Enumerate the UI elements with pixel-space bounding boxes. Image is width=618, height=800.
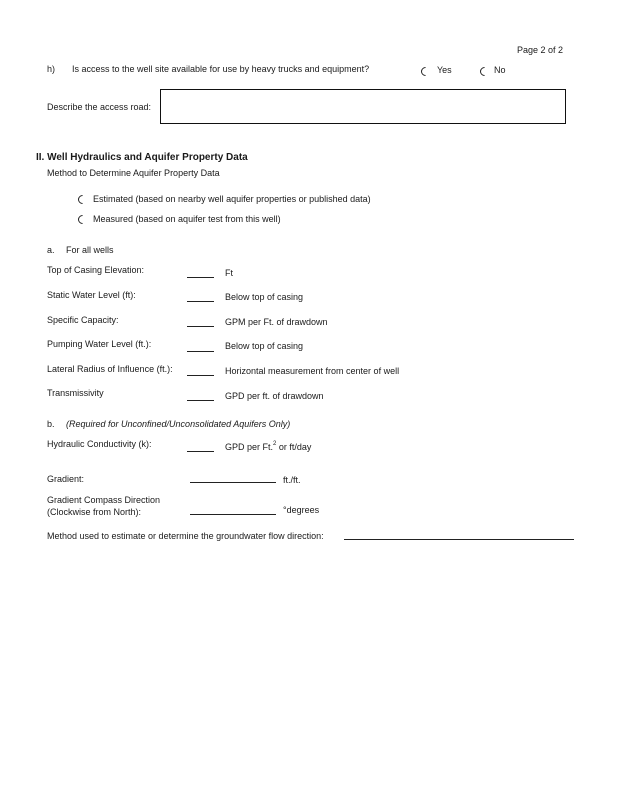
access-road-input[interactable]	[160, 89, 566, 124]
input-hydraulic-conductivity[interactable]	[187, 451, 214, 452]
field-label-static-water: Static Water Level (ft):	[47, 290, 136, 300]
radio-measured[interactable]	[76, 213, 89, 226]
radio-yes-label: Yes	[437, 65, 452, 75]
input-method-flow-direction[interactable]	[344, 539, 574, 540]
radio-yes[interactable]	[419, 65, 432, 78]
part-a-title: For all wells	[66, 245, 114, 255]
radio-no-label: No	[494, 65, 506, 75]
section-subtitle: Method to Determine Aquifer Property Data	[47, 168, 220, 178]
field-label-compass-line2: (Clockwise from North):	[47, 507, 142, 517]
field-label-compass-line1: Gradient Compass Direction	[47, 495, 161, 505]
field-unit-hydraulic-conductivity	[225, 441, 311, 452]
field-label-lateral-radius: Lateral Radius of Influence (ft.):	[47, 364, 173, 374]
field-unit-top-casing: Ft	[225, 268, 233, 278]
radio-estimated[interactable]	[76, 193, 89, 206]
hc-unit-post: or ft/day	[278, 442, 312, 452]
input-transmissivity[interactable]	[187, 400, 214, 401]
hc-unit-sup: 2	[273, 441, 277, 447]
question-text: Is access to the well site available for use by heavy trucks and equipment?	[72, 64, 370, 74]
radio-measured-label: Measured (based on aquifer test from this well)	[93, 214, 281, 224]
input-top-casing[interactable]	[187, 277, 214, 278]
part-a-marker: a.	[47, 245, 55, 255]
field-label-pumping-water: Pumping Water Level (ft.):	[47, 339, 152, 349]
radio-no[interactable]	[478, 65, 491, 78]
field-label-hydraulic-conductivity: Hydraulic Conductivity (k):	[47, 439, 152, 449]
field-unit-pumping-water: Below top of casing	[225, 341, 304, 351]
part-b-title: (Required for Unconfined/Unconsolidated Aquifers Only)	[66, 419, 291, 429]
input-compass-direction[interactable]	[190, 514, 276, 515]
input-lateral-radius[interactable]	[187, 375, 214, 376]
page-number: Page 2 of 2	[517, 45, 564, 55]
part-b-marker: b.	[47, 419, 55, 429]
input-specific-capacity[interactable]	[187, 326, 214, 327]
radio-estimated-label: Estimated (based on nearby well aquifer properties or published data)	[93, 194, 371, 204]
field-unit-gradient: ft./ft.	[283, 475, 301, 485]
hc-unit-pre: GPD per Ft.	[225, 442, 274, 452]
method-label: Method used to estimate or determine the groundwater flow direction:	[47, 531, 324, 541]
section-title: II. Well Hydraulics and Aquifer Property Data	[36, 152, 248, 163]
field-label-specific-capacity: Specific Capacity:	[47, 315, 119, 325]
field-label-transmissivity: Transmissivity	[47, 388, 104, 398]
input-pumping-water[interactable]	[187, 351, 214, 352]
field-unit-specific-capacity: GPM per Ft. of drawdown	[225, 317, 328, 327]
field-unit-transmissivity: GPD per ft. of drawdown	[225, 391, 324, 401]
field-unit-compass: °degrees	[283, 505, 320, 515]
input-static-water[interactable]	[187, 301, 214, 302]
field-label-gradient: Gradient:	[47, 474, 85, 484]
field-label-top-casing: Top of Casing Elevation:	[47, 265, 145, 275]
access-road-label: Describe the access road:	[47, 102, 152, 112]
input-gradient[interactable]	[190, 482, 276, 483]
field-unit-lateral-radius: Horizontal measurement from center of well	[225, 366, 400, 376]
question-marker: h)	[47, 64, 56, 74]
field-unit-static-water: Below top of casing	[225, 292, 304, 302]
